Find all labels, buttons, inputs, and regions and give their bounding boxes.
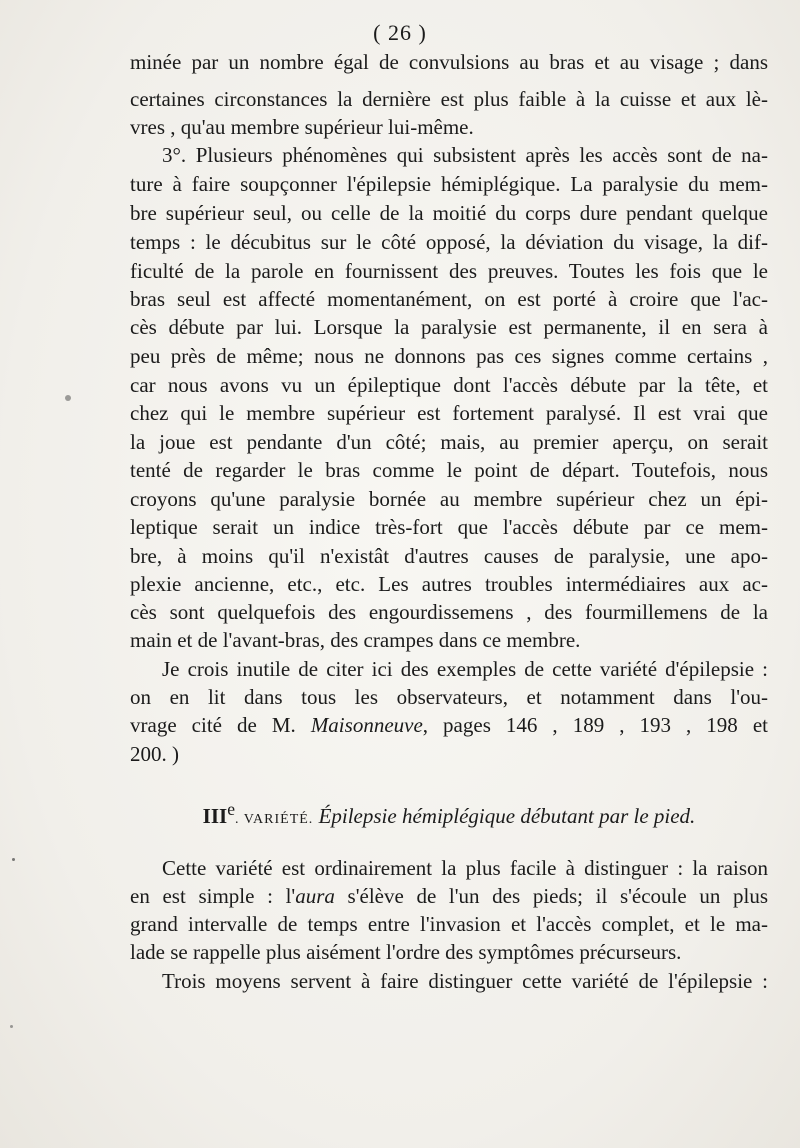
text-line: la joue est pendante d'un côté; mais, au premier aperçu, on serait — [130, 430, 768, 454]
text-run: en est simple : l' — [130, 884, 296, 908]
text-line: bre, à moins qu'il n'existât d'autres causes de paralysie, une apo- — [130, 544, 768, 568]
text-line: lade se rappelle plus aisément l'ordre des symptômes précurseurs. — [130, 940, 682, 964]
text-line: ture à faire soupçonner l'épilepsie hémiplégique. La paralysie du mem- — [130, 172, 768, 196]
paper-speck — [10, 1025, 13, 1028]
text-line: peu près de même; nous ne donnons pas ces signes comme certains , — [130, 344, 768, 368]
text-run: s'élève de l'un des pieds; il s'écoule un plus — [334, 884, 768, 908]
text-run: , pages 146 , 189 , 193 , 198 et — [422, 713, 768, 737]
heading-variety-word: . VARIÉTÉ. — [234, 812, 314, 827]
text-line: croyons qu'une paralysie bornée au membre supérieur chez un épi- — [130, 487, 768, 511]
author-name: Maisonneuve — [310, 713, 423, 737]
text-line: tenté de regarder le bras comme le point de départ. Toutefois, nous — [130, 458, 768, 482]
heading-title: Épilepsie hémiplégique débutant par le pied. — [318, 804, 696, 828]
text-line: vres , qu'au membre supérieur lui-même. — [130, 115, 474, 139]
paper-speck — [12, 858, 15, 861]
text-line: ficulté de la parole en fournissent des preuves. Toutes les fois que le — [130, 259, 768, 283]
text-line: 3°. Plusieurs phénomènes qui subsistent après les accès sont de na- — [162, 143, 768, 167]
text-run: vrage cité de M. — [130, 713, 296, 737]
text-line: Trois moyens servent à faire distinguer cette variété de l'épilepsie : — [162, 969, 768, 993]
text-line — [130, 886, 768, 907]
paper-speck — [65, 395, 71, 401]
text-line: grand intervalle de temps entre l'invasion et l'accès complet, et le ma- — [130, 912, 768, 936]
text-line: temps : le décubitus sur le côté opposé, la déviation du visage, la dif- — [130, 230, 768, 254]
text-line: bre supérieur seul, ou celle de la moitié du corps dure pendant quelque — [130, 201, 768, 225]
text-line: certaines circonstances la dernière est plus faible à la cuisse et aux lè- — [130, 87, 768, 111]
aura-term: aura — [295, 884, 335, 908]
page-number: ( 26 ) — [373, 20, 427, 45]
text-line: leptique serait un indice très-fort que l'accès débute par ce mem- — [130, 515, 768, 539]
text-line: Je crois inutile de citer ici des exemples de cette variété d'épilepsie : — [162, 657, 768, 681]
text-line: car nous avons vu un épileptique dont l'accès débute par la tête, et — [130, 373, 768, 397]
section-heading — [130, 799, 768, 829]
text-line: 200. ) — [130, 742, 179, 766]
text-line: cès débute par lui. Lorsque la paralysie est permanente, il en sera à — [130, 315, 768, 339]
text-line: minée par un nombre égal de convulsions au bras et au visage ; dans — [130, 50, 768, 74]
text-line: bras seul est affecté momentanément, on est porté à croire que l'ac- — [130, 287, 768, 311]
text-line: chez qui le membre supérieur est fortement paralysé. Il est vrai que — [130, 401, 768, 425]
text-line: main et de l'avant-bras, des crampes dans ce membre. — [130, 628, 581, 652]
heading-superscript: e — [227, 799, 235, 819]
text-line: on en lit dans tous les observateurs, et notamment dans l'ou- — [130, 685, 768, 709]
text-line: Cette variété est ordinairement la plus facile à distinguer : la raison — [162, 856, 768, 880]
text-line — [130, 715, 768, 736]
text-line: cès sont quelquefois des engourdissemens , des fourmillemens de la — [130, 600, 768, 624]
heading-numeral: III — [202, 804, 228, 828]
text-line: plexie ancienne, etc., etc. Les autres troubles intermédiaires aux ac- — [130, 572, 768, 596]
